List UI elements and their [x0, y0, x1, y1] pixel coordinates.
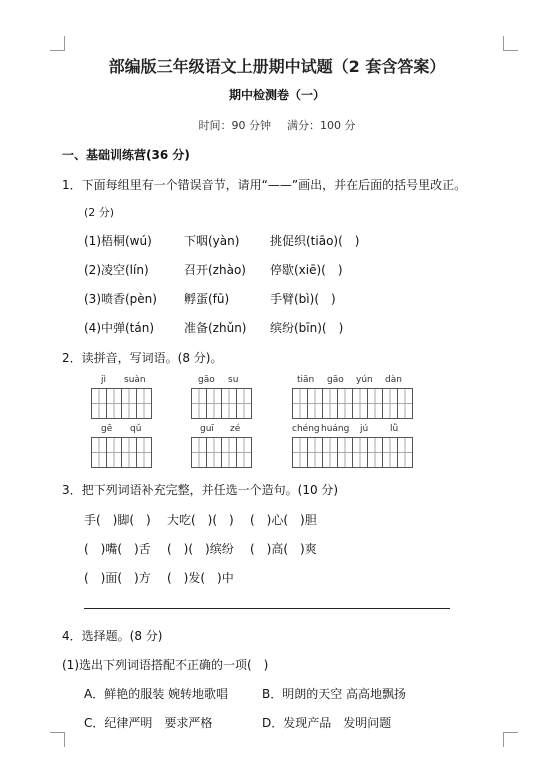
q3-item: ( )心( )胆 — [250, 513, 317, 527]
pinyin-label: huáng — [321, 424, 350, 434]
writing-grid[interactable] — [292, 388, 413, 419]
answer-line[interactable] — [84, 608, 450, 609]
q3-item: ( )发( )中 — [167, 571, 234, 585]
pinyin-label: lǜ — [390, 424, 399, 434]
question-1-points: (2 分) — [84, 206, 115, 219]
question-1-text: 1．下面每组里有一个错误音节，请用“——”画出，并在后面的括号里改正。 — [62, 178, 467, 192]
pinyin-label: gāo — [327, 375, 344, 385]
pinyin-label: tiān — [297, 375, 315, 385]
q1-item: 手臂(bì)( ) — [270, 292, 336, 306]
exam-meta — [0, 117, 554, 133]
writing-grid[interactable] — [191, 388, 252, 419]
q1-item: 停歇(xiē)( ) — [270, 263, 343, 277]
q3-item: 大吃( )( ) — [167, 513, 234, 527]
q3-item: ( )嘴( )舌 — [84, 542, 151, 556]
corner-mark-top-left — [50, 36, 65, 51]
q1-item: (2)凌空(lín) — [84, 263, 149, 277]
pinyin-label: qǔ — [130, 424, 142, 434]
q1-item: 下咽(yàn) — [184, 234, 240, 248]
option-d: D．发现产品 发明问题 — [262, 716, 392, 730]
pinyin-label: dàn — [385, 375, 402, 385]
question-3-text: 3．把下列词语补充完整，并任选一个造句。(10 分) — [62, 483, 339, 497]
q1-item: 挑促织(tiāo)( ) — [270, 234, 360, 248]
q3-item: ( )高( )爽 — [250, 542, 317, 556]
pinyin-label: guī — [200, 424, 214, 434]
q1-item: (1)梧桐(wú) — [84, 234, 152, 248]
pinyin-label: su — [228, 375, 239, 385]
q1-item: 准备(zhǔn) — [184, 321, 247, 335]
section-heading: 一、基础训练营(36 分) — [62, 148, 190, 162]
q3-item: 手( )脚( ) — [84, 513, 151, 527]
corner-mark-bottom-left — [50, 732, 65, 747]
q1-item: 召开(zhào) — [184, 263, 246, 277]
q1-item: 孵蛋(fū) — [184, 292, 230, 306]
pinyin-label: jì — [101, 375, 107, 385]
pinyin-label: gāo — [198, 375, 215, 385]
pinyin-label: chéng — [292, 424, 320, 434]
corner-mark-bottom-right — [503, 732, 518, 747]
q3-item: ( )面( )方 — [84, 571, 151, 585]
q1-item: (3)喷香(pèn) — [84, 292, 157, 306]
pinyin-label: zé — [230, 424, 241, 434]
time-limit: 时间：90 分钟 — [198, 119, 271, 132]
exam-subtitle: 期中检测卷（一） — [228, 88, 325, 102]
writing-grid[interactable] — [292, 437, 413, 468]
writing-grid[interactable] — [91, 388, 152, 419]
writing-grid[interactable] — [91, 437, 152, 468]
option-a: A．鲜艳的服装 婉转地歌唱 — [84, 687, 229, 701]
q3-item: ( )( )缤纷 — [167, 542, 234, 556]
document-title: 部编版三年级语文上册期中试题（2 套含答案） — [108, 57, 446, 76]
full-score: 满分：100 分 — [287, 119, 356, 132]
option-c: C．纪律严明 要求严格 — [84, 716, 213, 730]
pinyin-label: suàn — [124, 375, 146, 385]
q4-sub-question: (1)选出下列词语搭配不正确的一项( ) — [62, 658, 269, 672]
q1-item: 缤纷(bīn)( ) — [270, 321, 344, 335]
question-4-text: 4．选择题。(8 分) — [62, 629, 163, 643]
pinyin-label: gē — [101, 424, 113, 434]
pinyin-label: yún — [356, 375, 373, 385]
option-b: B．明朗的天空 高高地飘扬 — [262, 687, 407, 701]
writing-grid[interactable] — [191, 437, 252, 468]
pinyin-label: jú — [360, 424, 369, 434]
question-2-text: 2．读拼音，写词语。(8 分)。 — [62, 351, 223, 365]
q1-item: (4)中弹(tán) — [84, 321, 155, 335]
corner-mark-top-right — [503, 36, 518, 51]
